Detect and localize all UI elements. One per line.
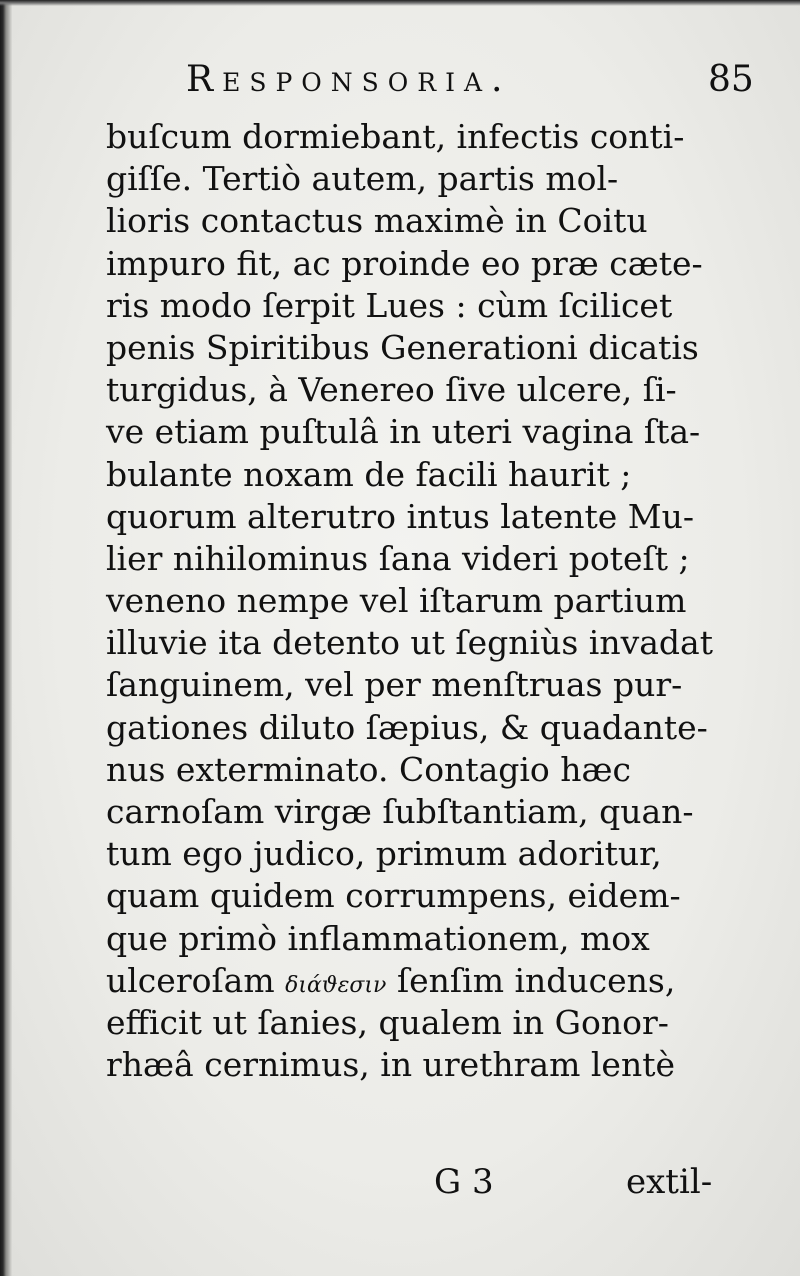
- signature-mark: G 3: [434, 1162, 494, 1202]
- text-segment: ulceroſam: [106, 960, 275, 1000]
- text-line: lioris contactus maximè in Coitu: [106, 201, 648, 241]
- text-line: ſanguinem, vel per menſtruas pur-: [106, 665, 683, 705]
- text-line: buſcum dormiebant, infectis conti-: [106, 117, 685, 156]
- page-number: 85: [708, 59, 754, 100]
- text-line: ris modo ſerpit Lues : cùm ſcilicet: [106, 285, 673, 325]
- body-text: [106, 116, 713, 1086]
- running-head: Responsoria.: [186, 59, 512, 100]
- text-line: tum ego judico, primum adoritur,: [106, 834, 662, 874]
- text-line: lier nihilominus ſana videri poteſt ;: [106, 538, 690, 578]
- text-segment: ſenſim inducens,: [396, 960, 676, 1000]
- text-line: veneno nempe vel iſtarum partium: [106, 581, 687, 621]
- text-line: rhæâ cernimus, in urethram lentè: [106, 1045, 675, 1085]
- text-line: efficit ut ſanies, qualem in Gonor-: [106, 1002, 669, 1042]
- text-line: penis Spiritibus Generationi dicatis: [106, 327, 699, 367]
- text-line: quam quidem corrumpens, eidem-: [106, 876, 681, 916]
- text-line: impuro fit, ac proinde eo præ cæte-: [106, 243, 703, 283]
- top-edge-shadow: [0, 0, 800, 6]
- text-line: nus exterminato. Contagio hæc: [106, 749, 632, 789]
- text-line: ve etiam puſtulâ in uteri vagina ſta-: [106, 412, 701, 452]
- text-line: turgidus, à Venereo ſive ulcere, ſi-: [106, 370, 677, 410]
- catchword: extil-: [626, 1162, 713, 1202]
- binding-shadow: [0, 0, 12, 1276]
- greek-word: διάϑεσιν: [285, 972, 387, 998]
- text-line: illuvie ita detento ut ſegniùs invadat: [106, 623, 713, 663]
- text-line: bulante noxam de facili haurit ;: [106, 454, 632, 494]
- text-line: carnoſam virgæ ſubſtantiam, quan-: [106, 792, 694, 831]
- text-line: giſſe. Tertiò autem, partis mol-: [106, 159, 619, 199]
- text-line: gationes diluto ſæpius, & quadante-: [106, 707, 708, 747]
- text-line: que primò inflammationem, mox: [106, 918, 650, 958]
- text-line: quorum alterutro intus latente Mu-: [106, 496, 694, 536]
- text-line-with-greek: [106, 960, 710, 1002]
